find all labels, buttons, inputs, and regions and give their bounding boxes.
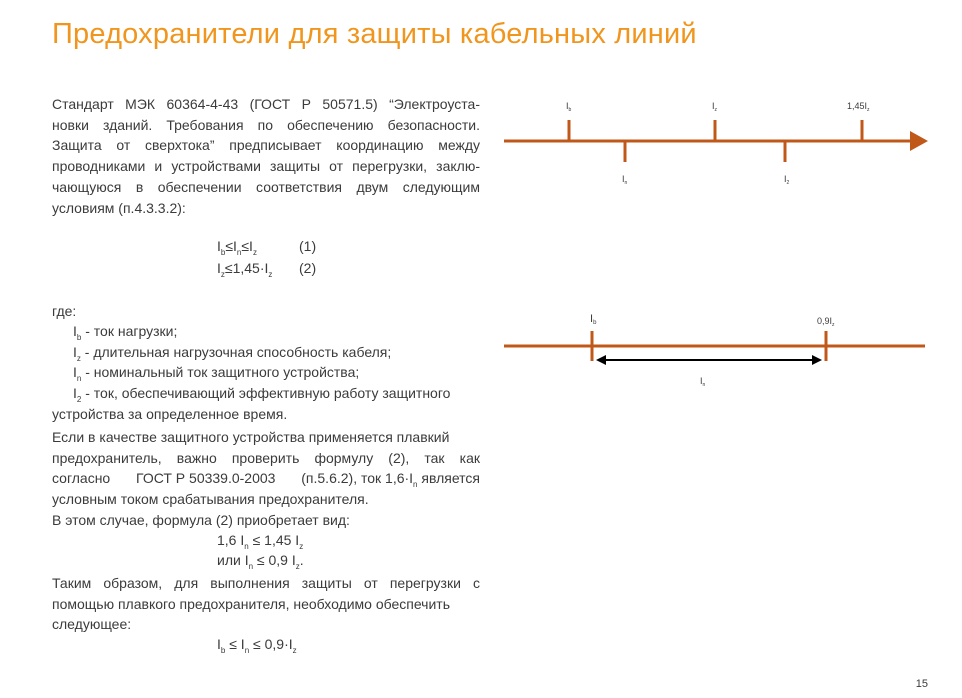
range-arrowhead-left <box>596 355 606 365</box>
condition-2: $I_z\le 1,45\cdot I_z$ <box>217 260 273 279</box>
conclusion-line: Таким образом, для выполнения защиты от перегрузки с <box>52 575 480 591</box>
page-number: 15 <box>915 678 928 690</box>
fuse-line: согласно ГОСТ Р 50339.0-2003 (п.5.6.2), ток $1,6\cdot I_n$ является <box>52 470 480 490</box>
where-item-i2: $I_2$ - ток, обеспечивающий эффективную работу защитного <box>73 385 451 404</box>
fuse-line: предохранитель, важно проверить формулу (2), так как <box>52 449 480 466</box>
condition-1: $I_b\le I_n\le I_z$ <box>217 238 257 257</box>
where-item-in: $I_n$ - номинальный ток защитного устройства; <box>73 364 360 383</box>
axis-arrowhead <box>910 131 928 151</box>
where-item-ib: $I_b$ - ток нагрузки; <box>73 323 178 342</box>
diagram-top <box>504 101 928 186</box>
intro-line: Стандарт МЭК 60364-4-43 (ГОСТ Р 50571.5) “Электроуста- <box>52 96 480 112</box>
label-in: $I_n$ <box>700 376 706 388</box>
where-label: где: <box>52 303 77 319</box>
fuse-line: Если в качестве защитного устройства применяется плавкий <box>52 429 450 445</box>
condition-1-number: (1) <box>299 238 317 254</box>
intro-line: условиям (п.4.3.3.2): <box>52 199 186 216</box>
formula-fuse-a: 1,6 $I_n \le 1,45$ $I_z$ <box>217 532 304 551</box>
formula-fuse-b: или $I_n \le 0,9$ $I_z$. <box>217 552 304 571</box>
label-ib: Ib <box>590 313 597 326</box>
range-arrowhead-right <box>812 355 822 365</box>
label-09iz: $0,9I_z$ <box>817 316 835 328</box>
conclusion-line: следующее: <box>52 616 132 633</box>
conclusion-line: помощью плавкого предохранителя, необходимо обеспечить <box>52 595 450 612</box>
label-ib: $I_b$ <box>566 101 572 113</box>
final-formula: $I_b \le I_n \le 0,9\cdot I_z$ <box>217 636 297 655</box>
intro-line: Защита от сверхтока” предписывает координацию между <box>52 137 480 154</box>
intro-line: чающуюся в обеспечении соответствия двум следующим <box>52 178 480 195</box>
label-iz: $I_z$ <box>712 101 718 113</box>
page-title: Предохранители для защиты кабельных линий <box>52 18 697 50</box>
intro-line: новки зданий. Требования по обеспечению безопасности. <box>52 116 480 133</box>
fuse-line: условным током срабатывания предохранителя. <box>52 491 369 508</box>
intro-line: проводниками и устройствами защиты от перегрузки, заклю- <box>52 158 480 175</box>
fuse-line: В этом случае, формула (2) приобретает вид: <box>52 511 350 528</box>
label-145iz: $1,45I_z$ <box>847 101 870 113</box>
where-item-i2-cont: устройства за определенное время. <box>52 406 288 422</box>
label-i2: $I_2$ <box>784 174 790 186</box>
condition-2-number: (2) <box>299 260 317 276</box>
where-item-iz: $I_z$ - длительная нагрузочная способность кабеля; <box>73 344 392 363</box>
label-in: $I_n$ <box>622 174 628 186</box>
diagram-bottom <box>504 313 925 388</box>
